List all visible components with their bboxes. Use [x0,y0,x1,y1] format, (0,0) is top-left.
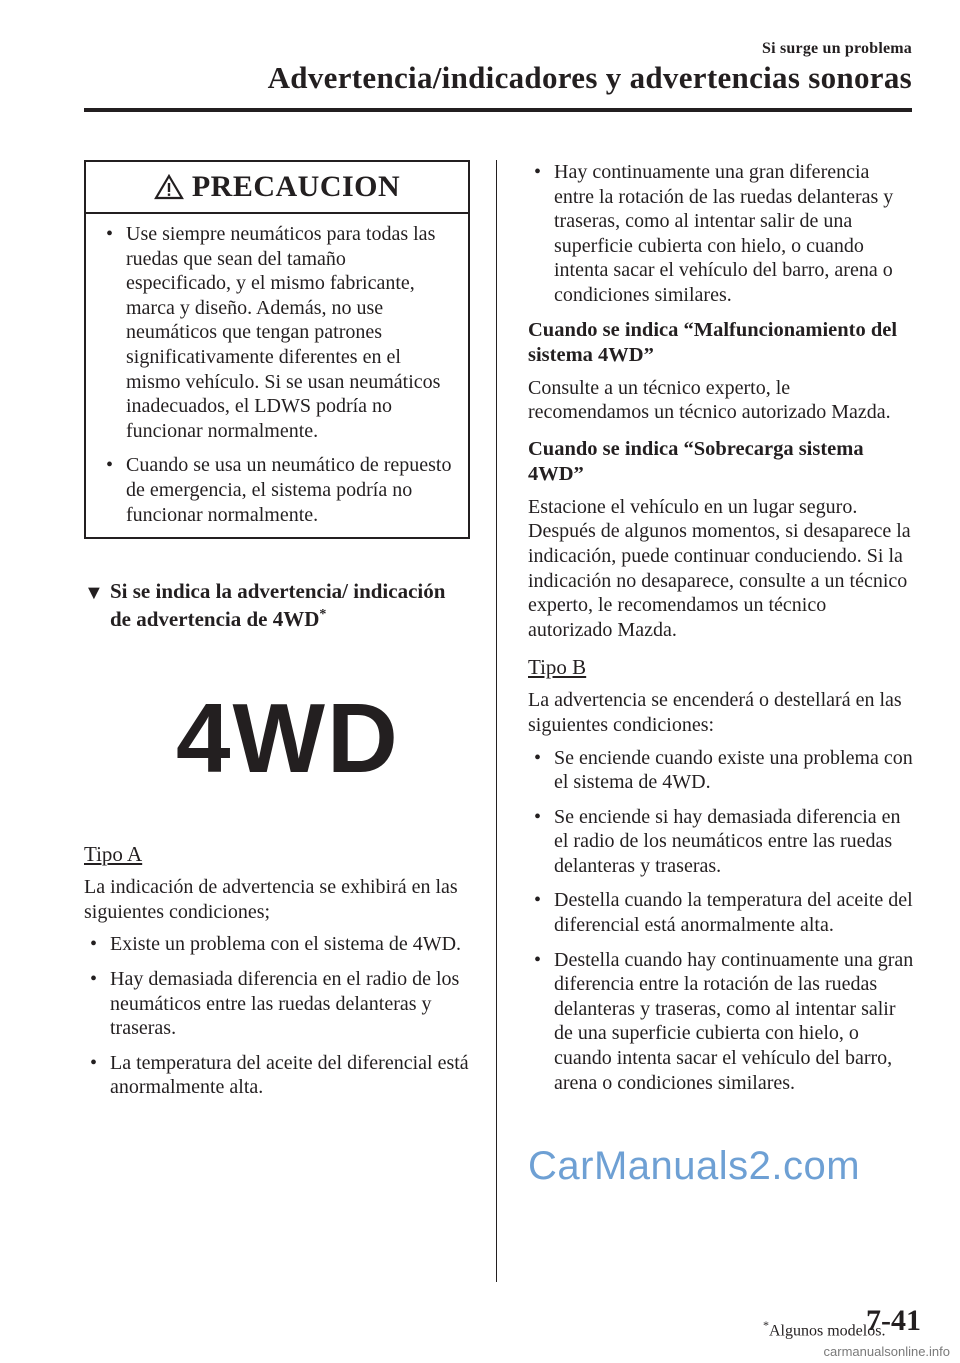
list-item: • Se enciende cuando existe una problema con el sistema de 4WD. [528,746,914,795]
tipo-a-intro: La indicación de advertencia se exhibirá en las siguientes condiciones; [84,876,458,923]
section-heading-text: Si se indica la advertencia/ indicación de advertencia de 4WD [110,579,446,632]
section-heading [84,577,470,633]
list-item: • Hay demasiada diferencia en el radio de los neumáticos entre las ruedas delanteras y traseras. [84,967,470,1041]
page-number: 7-41 [866,1304,921,1337]
list-item: • Existe un problema con el sistema de 4WD. [84,932,470,957]
caution-box [84,160,470,539]
caution-bullet: • Cuando se usa un neumático de repuesto de emergencia, el sistema podría no funcionar normalmente. [100,453,454,527]
list-item: • Se enciende si hay demasiada diferencia en el radio de los neumáticos entre las ruedas delanteras y traseras. [528,805,914,879]
tipo-b-label: Tipo B [528,655,587,680]
tipo-b-list [528,746,914,1096]
section-marker-icon: ▼ [84,582,104,605]
watermark-corner: carmanualsonline.info [823,1344,950,1359]
models-asterisk: * [319,607,327,623]
left-column [84,160,470,1110]
list-item: • Hay continuamente una gran diferencia entre la rotación de las ruedas delanteras y traseras, como al intentar salir de una superficie cubierta con hielo, o cuando intenta sacar el vehículo del barro, arena o condiciones similares. [528,160,914,308]
warning-triangle-icon [154,174,184,200]
caution-header [86,162,468,214]
overload-heading: Cuando se indica “Sobrecarga sistema 4WD” [528,437,864,485]
footer-note-text: Algunos modelos. [769,1322,886,1340]
malfunction-text: Consulte a un técnico experto, le recomendamos un técnico autorizado Mazda. [528,376,891,424]
caution-body [86,214,468,537]
list-item: • Destella cuando hay continuamente una gran diferencia entre la rotación de las ruedas delanteras y traseras, como al intentar salir de una superficie cubierta con hielo, o cuando intenta sacar el vehículo del barro, arena o condiciones similares. [528,948,914,1096]
4wd-indicator-symbol: 4WD [176,683,400,794]
list-item: • Destella cuando la temperatura del aceite del diferencial está anormalmente alta. [528,888,914,937]
malfunction-heading: Cuando se indica “Malfuncionamiento del sistema 4WD” [528,318,898,366]
header-section-name: Si surge un problema [762,40,912,57]
column-divider [496,160,497,1282]
watermark-logo: CarManuals2.com [528,1144,861,1188]
caution-title: PRECAUCION [191,170,401,203]
footer-asterisk: * [763,1318,769,1332]
header-rule [84,108,912,112]
list-item: • La temperatura del aceite del diferencial está anormalmente alta. [84,1051,470,1100]
right-column [528,160,914,1105]
tipo-a-label: Tipo A [84,842,143,867]
tipo-a-list [84,932,470,1100]
overload-text: Estacione el vehículo en un lugar seguro. Después de algunos momentos, si desaparece la indicación, puede continuar conduciendo. Si la indicación no desaparece, consulte a un técnico experto, le recomendamos un técnico autorizado Mazda. [528,495,911,641]
caution-bullet: • Use siempre neumáticos para todas las ruedas que sean del tamaño especificado, y el mismo fabricante, marca y diseño. Además, no use neumáticos que tengan patrones significativamente diferentes en el mismo vehículo. Si se usan neumáticos inadecuados, el LDWS podría no funcionar normalmente. [100,222,454,443]
page-title: Advertencia/indicadores y advertencias sonoras [267,60,912,95]
tipo-b-intro: La advertencia se encenderá o destellará en las siguientes condiciones: [528,689,902,736]
